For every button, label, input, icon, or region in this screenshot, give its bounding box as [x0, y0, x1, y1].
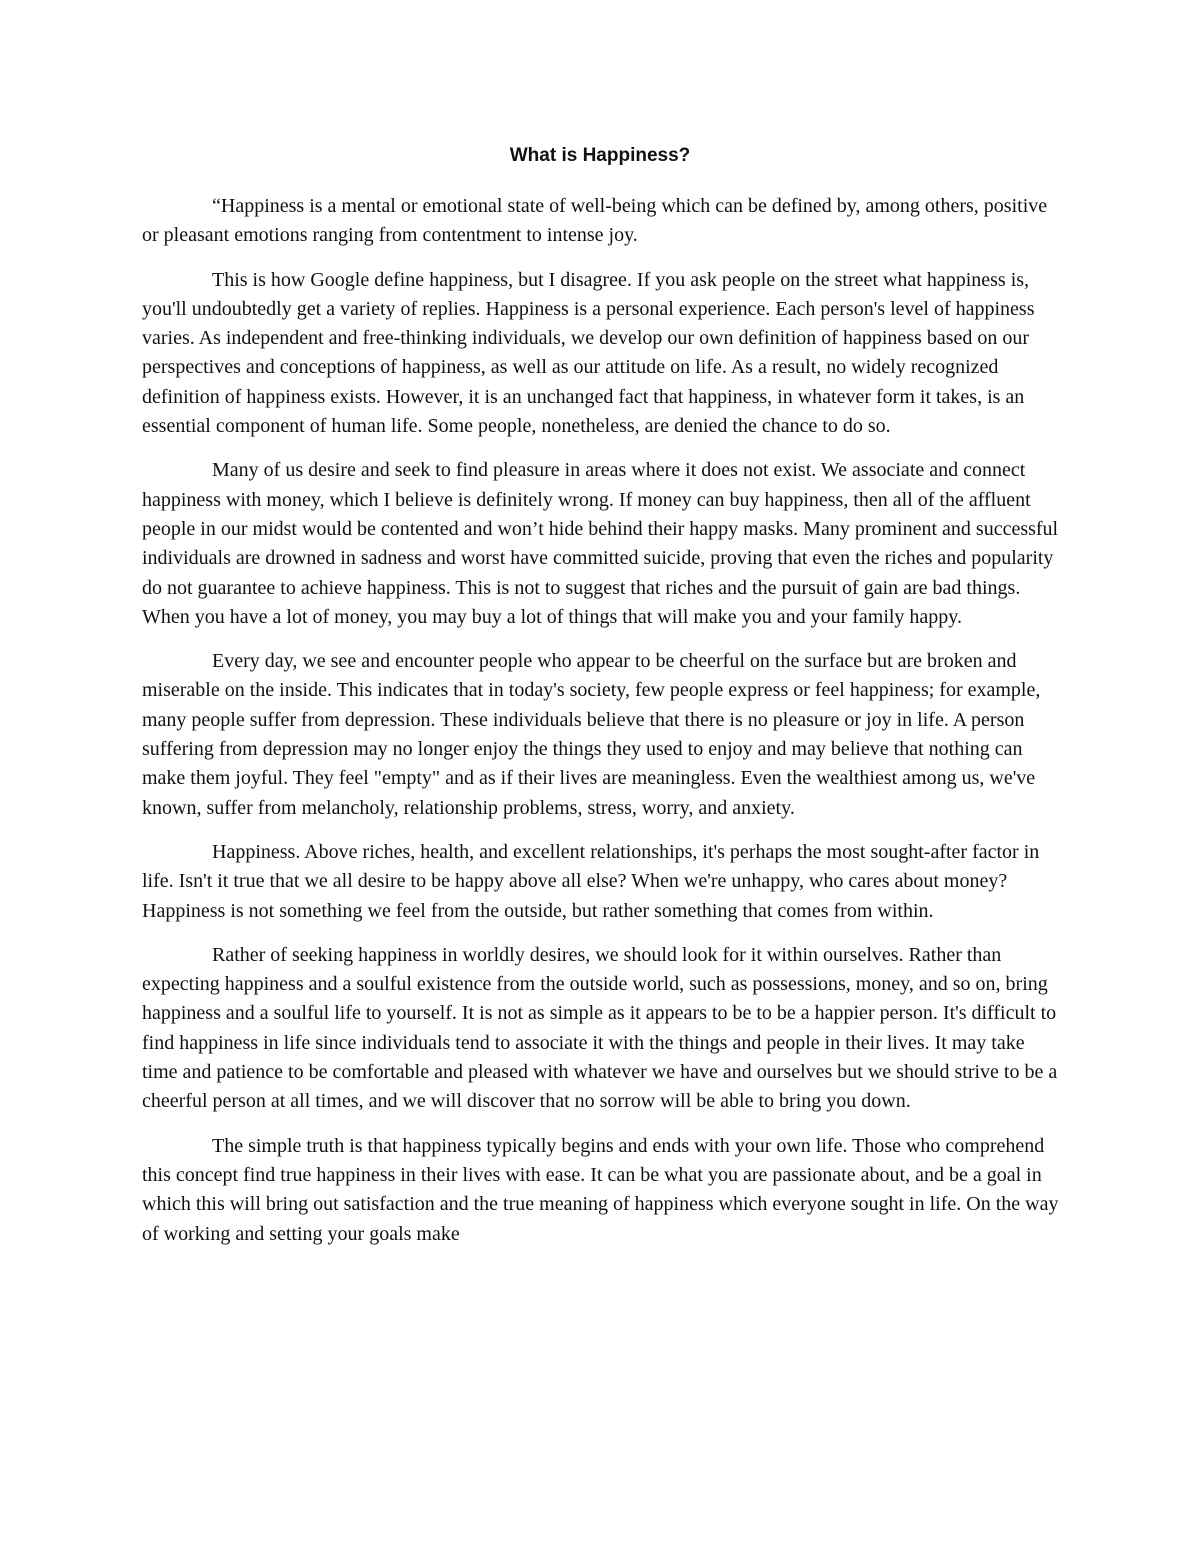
paragraph-definition: “Happiness is a mental or emotional state of well-being which can be defined by, among others, positive or pleasant emotions ranging from contentment to intense joy.: [142, 195, 1048, 247]
document-title: What is Happiness?: [509, 145, 691, 166]
paragraph-simple-truth: The simple truth is that happiness typically begins and ends with your own life. Those who comprehend this concept find true happiness in their lives with ease. It can be what you are passionate about, and be a goal in which this will bring out satisfaction and the true meaning of happiness which everyone sought in life. On the way of working and setting your goals make: [142, 1134, 1059, 1245]
paragraph-sought-after: Happiness. Above riches, health, and excellent relationships, it's perhaps the most sought-after factor in life. Isn't it true that we all desire to be happy above all else? When we're unhappy, who cares about money? Happiness is not something we feel from the outside, but rather something that comes from within.: [142, 840, 1040, 922]
paragraph-disagreement: This is how Google define happiness, but I disagree. If you ask people on the street what happiness is, you'll undoubtedly get a variety of replies. Happiness is a personal experience. Each person's level of happiness varies. As independent and free-thinking individuals, we develop our own definition of happiness based on our perspectives and conceptions of happiness, as well as our attitude on life. As a result, no widely recognized definition of happiness exists. However, it is an unchanged fact that happiness, in whatever form it takes, is an essential component of human life. Some people, nonetheless, are denied the chance to do so.: [142, 268, 1035, 438]
paragraph-money: Many of us desire and seek to find pleasure in areas where it does not exist. We associate and connect happiness with money, which I believe is definitely wrong. If money can buy happiness, then all of the affluent people in our midst would be contented and won’t hide behind their happy masks. Many prominent and successful individuals are drowned in sadness and worst have committed suicide, proving that even the riches and popularity do not guarantee to achieve happiness. This is not to suggest that riches and the pursuit of gain are bad things. When you have a lot of money, you may buy a lot of things that will make you and your family happy.: [142, 459, 1059, 628]
paragraph-within: Rather of seeking happiness in worldly desires, we should look for it within ourselves. Rather than expecting happiness and a soulful existence from the outside world, such as possessions, money, and so on, bring happiness and a soulful life to yourself. It is not as simple as it appears to be to be a happier person. It's difficult to find happiness in life since individuals tend to associate it with the things and people in their lives. It may take time and patience to be comfortable and pleased with whatever we have and ourselves but we should strive to be a cheerful person at all times, and we will discover that no sorrow will be able to bring you down.: [142, 943, 1058, 1113]
document-body: [142, 192, 1062, 1264]
paragraph-depression: Every day, we see and encounter people who appear to be cheerful on the surface but are broken and miserable on the inside. This indicates that in today's society, few people express or feel happiness; for example, many people suffer from depression. These individuals believe that there is no pleasure or joy in life. A person suffering from depression may no longer enjoy the things they used to enjoy and may believe that nothing can make them joyful. They feel "empty" and as if their lives are meaningless. Even the wealthiest among us, we've known, suffer from melancholy, relationship problems, stress, worry, and anxiety.: [142, 650, 1041, 819]
